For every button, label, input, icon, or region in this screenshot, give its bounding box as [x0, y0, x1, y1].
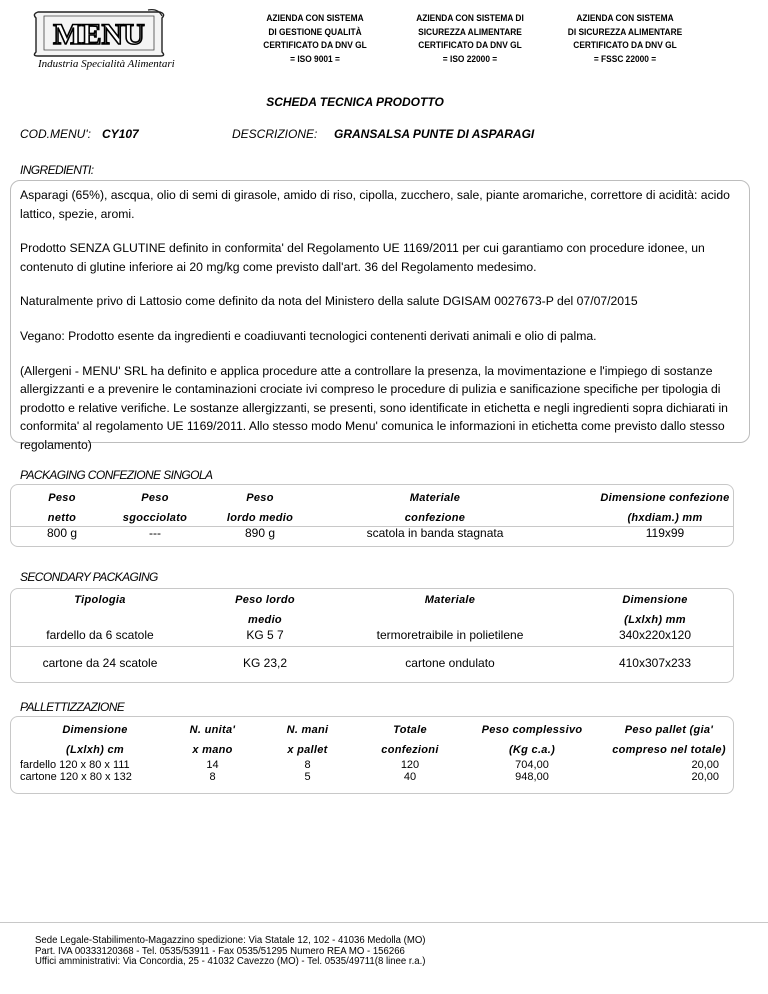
pallet-col-header — [462, 720, 602, 760]
header-line: sgocciolato — [122, 512, 188, 524]
product-code-value: CY107 — [102, 127, 139, 141]
secondary-gross-weight: KG 5 7 — [246, 628, 284, 642]
secondary-type: cartone da 24 scatole — [42, 656, 158, 670]
cert-line: SICUREZZA ALIMENTARE — [418, 26, 522, 38]
header-line: Peso — [246, 492, 274, 504]
footer-divider — [0, 922, 768, 923]
gluten-statement: Prodotto SENZA GLUTINE definito in conformita' del Regolamento UE 1169/2011 per cui garantiamo con procedure idonee, un contenuto di glutine inferiore ai 20 mg/kg come previsto dall'art. 36 del Regolamento medesimo. — [20, 241, 705, 274]
vegan-statement: Vegano: Prodotto esente da ingredienti e coadiuvanti tecnologici contenenti derivati animali e olio di palma. — [20, 328, 597, 343]
pallet-layers: 5 — [304, 771, 311, 783]
pallet-units-per-layer: 14 — [206, 759, 219, 771]
logo-banner-graphic — [30, 8, 168, 60]
packaging-gross-weight: 890 g — [244, 526, 276, 540]
cert-line: = FSSC 22000 = — [593, 53, 657, 65]
cert-line: CERTIFICATO DA DNV GL — [263, 40, 367, 51]
secondary-material: cartone ondulato — [405, 656, 495, 670]
pallet-total-weight: 704,00 — [515, 759, 549, 771]
secondary-packaging-heading: SECONDARY PACKAGING — [20, 570, 158, 584]
header-line: x mano — [192, 744, 233, 756]
table-divider — [10, 646, 734, 647]
lactose-statement: Naturalmente privo di Lattosio come definito da nota del Ministero della salute DGISAM 0027673-P del 07/07/2015 — [20, 294, 638, 309]
ingredients-heading: INGREDIENTI: — [20, 163, 94, 177]
header-line: lordo medio — [226, 512, 294, 524]
pallet-dimension: fardello 120 x 80 x 111 — [20, 759, 130, 771]
cert-line: DI SICUREZZA ALIMENTARE — [567, 26, 683, 38]
header-line: medio — [248, 614, 282, 626]
header-line: Materiale — [424, 594, 476, 606]
header-line: compreso nel totale) — [612, 744, 726, 756]
packaging-heading: PACKAGING CONFEZIONE SINGOLA — [20, 468, 213, 482]
packaging-col-header — [100, 488, 210, 528]
header-line: Totale — [393, 724, 427, 736]
header-line: Peso complessivo — [481, 724, 583, 736]
pallet-col-header — [30, 720, 160, 760]
product-code-label: COD.MENU': — [20, 127, 91, 141]
secondary-gross-weight: KG 23,2 — [242, 656, 288, 670]
cert-line: AZIENDA CON SISTEMA — [266, 13, 364, 24]
pallet-col-header — [270, 720, 345, 760]
packaging-col-header — [360, 488, 510, 528]
secondary-col-header — [210, 590, 320, 630]
logo-subtitle: Industria Specialità Alimentari — [38, 58, 175, 70]
cert-line: AZIENDA CON SISTEMA — [576, 13, 674, 24]
packaging-col-header — [22, 488, 102, 528]
cert-line: DI GESTIONE QUALITÀ — [268, 26, 362, 38]
header-line: (hxdiam.) mm — [627, 512, 703, 524]
footer-address — [35, 936, 425, 968]
page-title: SCHEDA TECNICA PRODOTTO — [266, 95, 444, 109]
header-line: x pallet — [287, 744, 328, 756]
packaging-material: scatola in banda stagnata — [366, 526, 504, 540]
cert-quality — [258, 12, 372, 66]
header-line: confezione — [404, 512, 466, 524]
header-line: Dimensione confezione — [600, 492, 730, 504]
header-line: Materiale — [409, 492, 461, 504]
pallet-units-per-layer: 8 — [209, 771, 216, 783]
pallet-total-units: 120 — [400, 759, 420, 771]
secondary-type: fardello da 6 scatole — [46, 628, 154, 642]
packaging-col-header — [590, 488, 740, 528]
ingredients-list: Asparagi (65%), ascqua, olio di semi di girasole, amido di riso, cipolla, zucchero, sale, piante aromariche, correttore di acidità: acido lattico, spezie, aromi. — [20, 188, 730, 221]
allergen-statement: (Allergeni - MENU' SRL ha definito e applica procedure atte a controllare la presenza, la movimentazione e l'impiego di sostanze allergizzanti e a prevenire le contaminazioni crociate ivi compreso le procedure di pulizia e sanificazione specifiche per tipologia di prodotto e relative verifiche. Le sostanze allergizzanti, se presenti, sono identificate in etichetta e negli ingredienti sopra dichiarati in conformita' al regolamento UE 1169/2011. Allo stesso modo Menu' comunica le informazioni in etichetta come previsto dallo stesso regolamento) — [20, 363, 728, 452]
pallet-col-header — [175, 720, 250, 760]
header-line: N. unita' — [189, 724, 236, 736]
packaging-dimensions: 119x99 — [645, 526, 685, 540]
header-line: (Lxlxh) mm — [624, 614, 686, 626]
secondary-col-header — [600, 590, 710, 630]
secondary-dimensions: 340x220x120 — [618, 628, 692, 642]
description-value: GRANSALSA PUNTE DI ASPARAGI — [334, 127, 535, 141]
footer-line: Part. IVA 00333120368 - Tel. 0535/53911 - Fax 0535/51295 Numero REA MO - 156266 — [35, 945, 405, 957]
description-label: DESCRIZIONE: — [232, 127, 318, 141]
secondary-dimensions: 410x307x233 — [618, 656, 692, 670]
header-line: confezioni — [381, 744, 439, 756]
header-line: Peso pallet (gia' — [624, 724, 714, 736]
pallet-col-header — [604, 720, 734, 760]
cert-food-safety-iso — [408, 12, 531, 66]
packaging-col-header — [210, 488, 310, 528]
footer-line: Uffici amministrativi: Via Concordia, 25 - 41032 Cavezzo (MO) - Tel. 0535/49711(8 linee r.a.) — [35, 956, 426, 967]
header-line: Dimensione — [62, 724, 128, 736]
pallet-weight: 20,00 — [691, 771, 719, 783]
header-line: N. mani — [286, 724, 329, 736]
cert-food-safety-fssc — [559, 12, 691, 66]
header-line: Peso — [141, 492, 169, 504]
header-line: (Kg c.a.) — [508, 744, 556, 756]
pallet-total-units: 40 — [403, 771, 417, 783]
cert-line: = ISO 22000 = — [442, 53, 498, 65]
ingredients-text — [20, 186, 740, 471]
pallet-layers: 8 — [304, 759, 311, 771]
header-line: (Lxlxh) cm — [65, 744, 124, 756]
cert-line: = ISO 9001 = — [290, 53, 340, 65]
pallet-weight: 20,00 — [691, 759, 719, 771]
secondary-material: termoretraibile in polietilene — [376, 628, 524, 642]
pallet-total-weight: 948,00 — [515, 771, 549, 783]
packaging-drained-weight: --- — [149, 526, 161, 540]
cert-line: CERTIFICATO DA DNV GL — [418, 40, 522, 51]
header-line: Tipologia — [74, 594, 126, 606]
cert-line: CERTIFICATO DA DNV GL — [573, 40, 677, 51]
header-line: Peso lordo — [235, 594, 295, 606]
header-line: Peso — [48, 492, 76, 504]
header-line: Dimensione — [622, 594, 688, 606]
logo-text: MENU — [53, 18, 145, 51]
cert-line: AZIENDA CON SISTEMA DI — [416, 13, 524, 24]
packaging-net-weight: 800 g — [46, 526, 78, 540]
palletization-heading: PALLETTIZZAZIONE — [20, 700, 125, 714]
secondary-col-header — [380, 590, 520, 610]
footer-line: Sede Legale-Stabilimento-Magazzino spedizione: Via Statale 12, 102 - 41036 Medolla (MO) — [35, 935, 426, 946]
header-line: netto — [47, 512, 77, 524]
pallet-dimension: cartone 120 x 80 x 132 — [20, 771, 132, 783]
pallet-col-header — [370, 720, 450, 760]
secondary-col-header — [40, 590, 160, 610]
